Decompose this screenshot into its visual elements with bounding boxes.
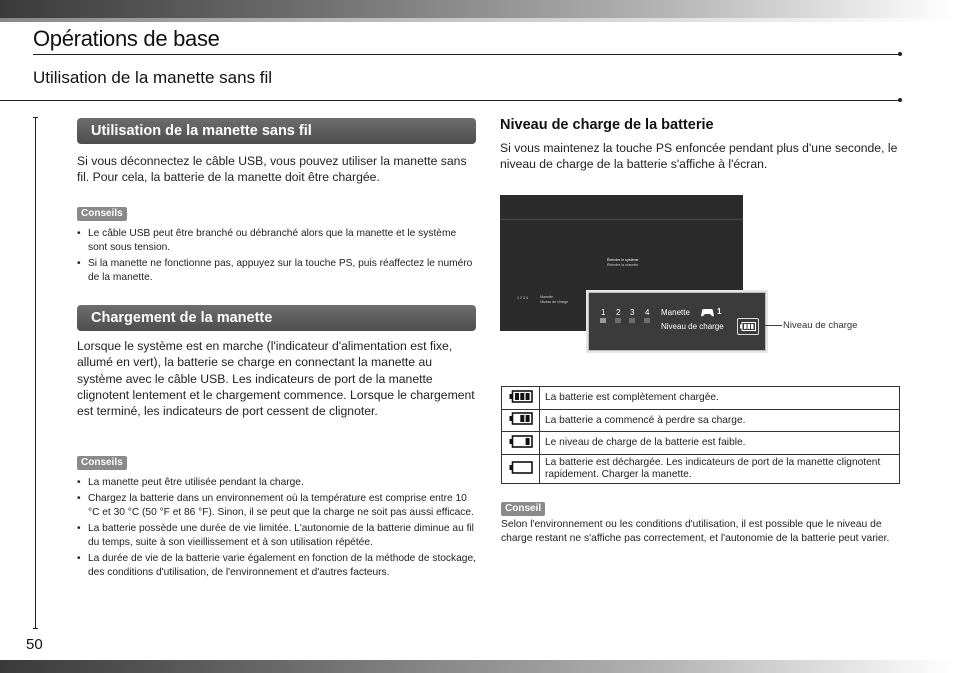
port-number: 1 <box>601 308 606 317</box>
charge-level-callout: Niveau de charge <box>783 320 858 331</box>
battery-two-bars-icon <box>502 410 540 432</box>
battery-level-heading: Niveau de charge de la batterie <box>500 117 714 133</box>
battery-empty-icon <box>502 455 540 484</box>
page-title: Opérations de base <box>33 26 220 51</box>
tips-list-charging <box>77 476 477 582</box>
battery-full-icon <box>502 387 540 410</box>
port-number: 3 <box>630 308 635 317</box>
charging-heading: Chargement de la manette <box>77 305 476 331</box>
port-indicator <box>644 318 650 323</box>
table-row <box>502 387 900 410</box>
top-decorative-stripe <box>0 18 954 22</box>
tips-badge: Conseils <box>77 456 127 470</box>
menu-item-shutdown: Éteindre le système <box>607 258 639 262</box>
port-indicator <box>615 318 621 323</box>
charging-body-text: Lorsque le système est en marche (l'indicateur d'alimentation est fixe, allumé en vert), la batterie se charge en connectant la manette au système avec le câble USB. Les indicateurs de port de la manette clignotent lentement et le chargement commence. Lorsque le chargement est terminé, les indicateurs de port cessent de clignoter. <box>77 339 475 419</box>
battery-highlight-box <box>737 318 759 335</box>
controller-number: 1 <box>717 307 722 316</box>
menu-item-controller-off: Éteindre la manette <box>607 263 639 267</box>
controller-label: Manette <box>661 308 690 317</box>
battery-level-table <box>501 386 900 484</box>
battery-one-bar-icon <box>502 432 540 455</box>
mini-charge-label: Niveau de charge <box>540 300 569 304</box>
table-row <box>502 410 900 432</box>
title-rule <box>33 54 900 55</box>
margin-line <box>35 117 36 629</box>
table-row <box>502 432 900 455</box>
note-text: Selon l'environnement ou les conditions d'utilisation, il est possible que le niveau de charge restant ne s'affiche pas correctement, et l'autonomie de la batterie peut varier. <box>501 519 890 544</box>
battery-status-text: La batterie est complètement chargée. <box>540 387 900 410</box>
gamepad-icon <box>701 309 714 317</box>
wireless-intro-text: Si vous déconnectez le câble USB, vous pouvez utiliser la manette sans fil. Pour cela, la batterie de la manette doit être chargée. <box>77 154 467 185</box>
battery-status-text: Le niveau de charge de la batterie est faible. <box>540 432 900 455</box>
port-number: 4 <box>645 308 650 317</box>
tips-list-wireless <box>77 227 477 287</box>
battery-level-intro: Si vous maintenez la touche PS enfoncée pendant plus d'une seconde, le niveau de charge de la batterie s'affiche à l'écran. <box>500 141 898 172</box>
section-rule <box>0 100 900 101</box>
top-decorative-bar <box>0 0 954 18</box>
section-title: Utilisation de la manette sans fil <box>33 68 273 87</box>
battery-status-text: La batterie est déchargée. Les indicateurs de port de la manette clignotent rapidement. Charger la manette. <box>540 455 900 484</box>
tip-item: • Chargez la batterie dans un environnement où la température est comprise entre 10 °C et 30 °C (50 °F et 86 °F). Sinon, il se peut que la charge ne soit pas aussi efficace. <box>77 492 477 519</box>
port-indicator <box>629 318 635 323</box>
port-number: 2 <box>616 308 621 317</box>
mini-controller-label: Manette <box>540 295 553 299</box>
callout-line <box>761 325 782 326</box>
controller-status-popup <box>589 293 765 350</box>
bottom-decorative-bar <box>0 660 954 673</box>
tip-item: • La durée de vie de la batterie varie également en fonction de la méthode de stockage, des conditions d'utilisation, de l'environnement et d'autres facteurs. <box>77 552 477 579</box>
wireless-controller-heading: Utilisation de la manette sans fil <box>77 118 476 144</box>
tip-item: • La batterie possède une durée de vie limitée. L'autonomie de la batterie diminue au fil du temps, suite à son vieillissement et à son utilisation répétée. <box>77 522 477 549</box>
tip-item: • Si la manette ne fonctionne pas, appuyez sur la touche PS, puis réaffectez le numéro de la manette. <box>77 257 477 284</box>
charge-level-label: Niveau de charge <box>661 322 724 331</box>
battery-full-icon <box>740 322 756 331</box>
table-row <box>502 455 900 484</box>
page-number: 50 <box>26 636 43 653</box>
tip-item: • Le câble USB peut être branché ou débranché alors que la manette et le système sont sous tension. <box>77 227 477 254</box>
port-indicator <box>600 318 606 323</box>
tip-item: • La manette peut être utilisée pendant la charge. <box>77 476 477 490</box>
mini-port-numbers: 1 2 3 4 <box>517 296 528 300</box>
tips-badge: Conseils <box>77 207 127 221</box>
note-badge: Conseil <box>501 502 545 516</box>
battery-status-text: La batterie a commencé à perdre sa charge. <box>540 410 900 432</box>
